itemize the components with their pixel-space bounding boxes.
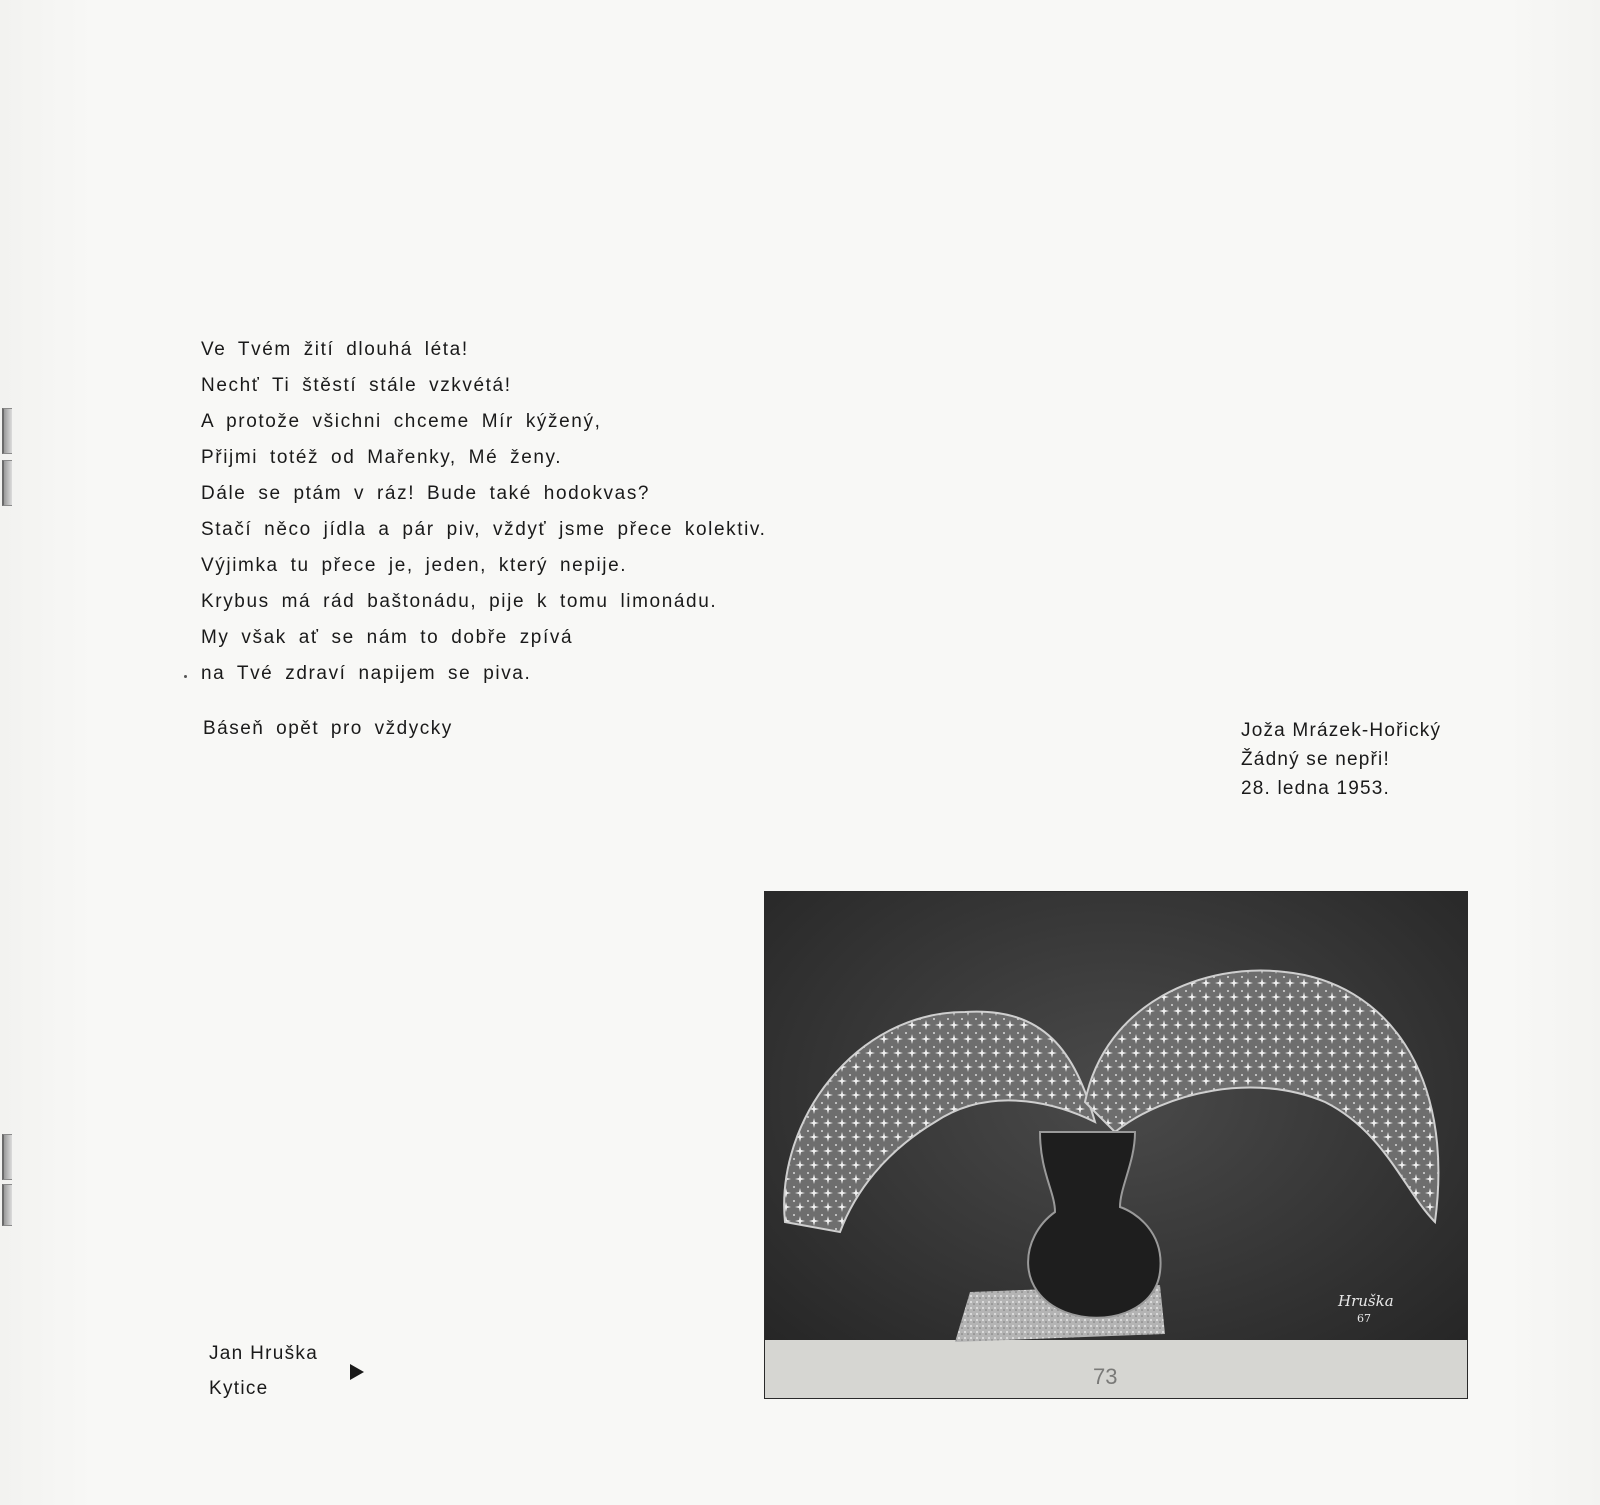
staple-1 bbox=[2, 408, 12, 454]
poem-closing: Báseň opět pro vždycky bbox=[203, 718, 453, 739]
poem-line: A protože všichni chceme Mír kýžený, bbox=[201, 411, 602, 432]
margin-dot bbox=[184, 675, 187, 678]
poem-line: My však ať se nám to dobře zpívá bbox=[201, 627, 574, 648]
poem bbox=[201, 332, 841, 692]
artwork-caption bbox=[209, 1336, 318, 1406]
staple-4 bbox=[2, 1184, 12, 1226]
signature-author: Joža Mrázek-Hořický bbox=[1241, 720, 1442, 741]
staple-3 bbox=[2, 1134, 12, 1180]
artwork-painting bbox=[765, 892, 1467, 1398]
frame-number: 73 bbox=[1093, 1364, 1118, 1389]
arrow-right-icon bbox=[350, 1364, 364, 1380]
poem-line: Dále se ptám v ráz! Bude také hodokvas? bbox=[201, 483, 651, 504]
painted-signature: Hruška bbox=[1338, 1292, 1394, 1310]
poem-line: Stačí něco jídla a pár piv, vždyť jsme přece kolektiv. bbox=[201, 519, 767, 540]
signature-date: 28. ledna 1953. bbox=[1241, 778, 1391, 799]
painted-year: 67 bbox=[1357, 1312, 1371, 1325]
poem-line: Přijmi totéž od Mařenky, Mé ženy. bbox=[201, 447, 563, 468]
signature-block bbox=[1241, 716, 1441, 803]
signature-line: Žádný se nepři! bbox=[1241, 749, 1390, 770]
staple-2 bbox=[2, 460, 12, 506]
poem-line: Krybus má rád baštonádu, pije k tomu limonádu. bbox=[201, 591, 718, 612]
artwork-kytice bbox=[765, 892, 1467, 1398]
poem-line: Výjimka tu přece je, jeden, který nepije. bbox=[201, 555, 628, 576]
poem-line: na Tvé zdraví napijem se piva. bbox=[201, 663, 532, 684]
caption-artist: Jan Hruška bbox=[209, 1343, 319, 1364]
poem-line: Ve Tvém žití dlouhá léta! bbox=[201, 339, 469, 360]
poem-line: Nechť Ti štěstí stále vzkvétá! bbox=[201, 375, 512, 396]
caption-title: Kytice bbox=[209, 1378, 269, 1399]
